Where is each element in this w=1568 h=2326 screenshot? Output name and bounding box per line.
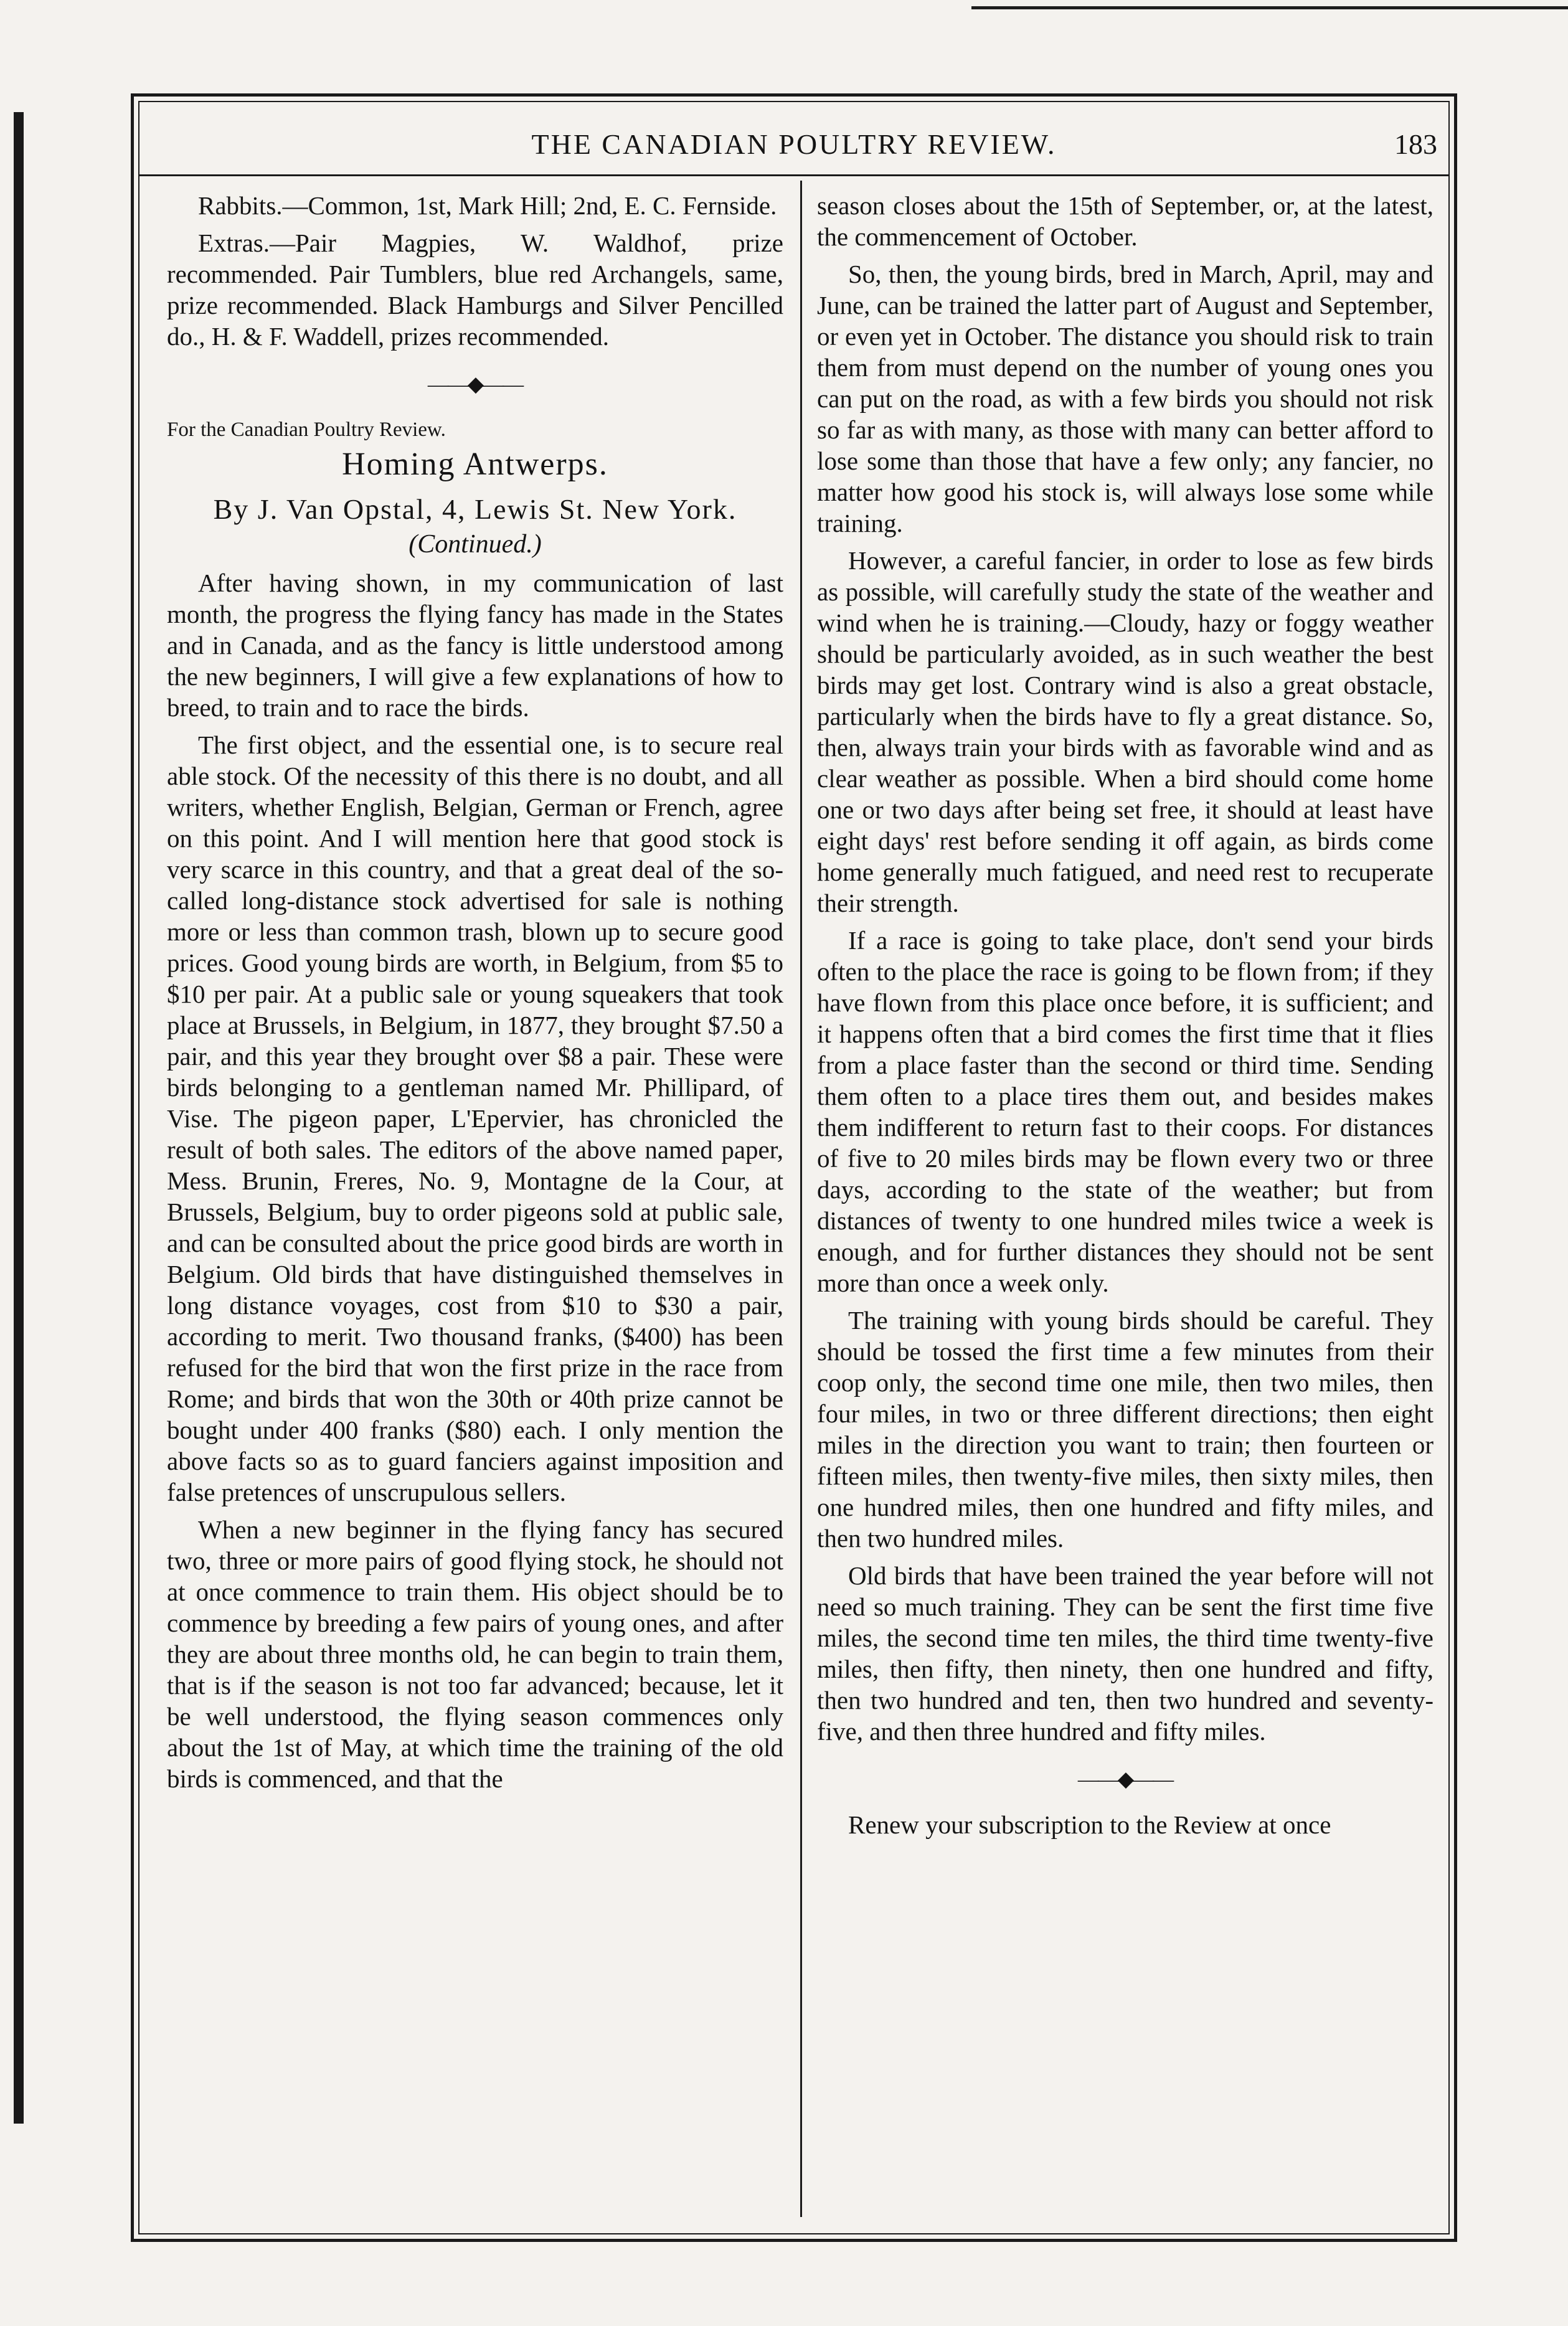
page-number: 183 [1394, 128, 1437, 160]
paragraph: season closes about the 15th of September, or, at the latest, the commencement of October. [817, 191, 1433, 251]
rabbits-results: Rabbits.—Common, 1st, Mark Hill; 2nd, E. C. Fernside. [198, 191, 777, 220]
right-column [817, 190, 1433, 1846]
header-rule [138, 174, 1450, 176]
paragraph: The training with young birds should be careful. They should be tossed the first time a few minutes from their coop only, the second time one mile, then two miles, then four miles, in two or three different directions; then eight miles in the direction you want to train; then fourteen or fifteen miles, then twenty-five miles, then sixty miles, then one hundred miles, then one hundred and fifty miles, and then two hundred miles. [817, 1306, 1433, 1553]
continued-note: (Continued.) [409, 530, 542, 559]
paragraph: When a new beginner in the flying fancy has secured two, three or more pairs of good flying stock, he should not at once commence to train them. His object should be to commence by breeding a few pairs of young ones, and after they are about three months old, he can begin to train them, that is if the season is not too far advanced; because, let it be well understood, the flying season commences only about the 1st of May, at which time the training of the old birds is commenced, and that the [167, 1515, 783, 1793]
paragraph: However, a careful fancier, in order to lose as few birds as possible, will carefully study the state of the weather and wind when he is training.—Cloudy, hazy or foggy weather should be particularly avoided, as in such weather the best birds may get lost. Contrary wind is also a great obstacle, particularly when the birds have to fly a great distance. So, then, always train your birds with as favorable wind and as clear weather as possible. When a bird should come home one or two days after being set free, it should at least have eight days' rest before sending it off again, as birds come home generally much fatigued, and need rest to recuperate their strength. [817, 546, 1433, 917]
renew-notice: Renew your subscription to the Review at once [848, 1810, 1331, 1839]
paragraph: After having shown, in my communication of last month, the progress the flying fancy has made in the States and in Canada, and as the fancy is little understood among the new beginners, I will give a few explanations of how to breed, to train and to race the birds. [167, 569, 783, 722]
section-ornament: ——◆—— [1077, 1768, 1173, 1791]
paragraph: If a race is going to take place, don't send your birds often to the place the race is going to be flown from; if they have flown from this place once before, it is sufficient; and it happens often that a bird comes the first time that it flies from a place faster than the second or third time. Sending them often to a place tires them out, and besides makes them indifferent to return fast to their coops. For distances of five to 20 miles birds may be flown every two or three days, according to the state of the weather; but from distances of twenty to one hundred miles twice a week is enough, and for further distances they should not be sent more than once a week only. [817, 926, 1433, 1297]
binding-edge [14, 112, 24, 2124]
journal-title: THE CANADIAN POULTRY REVIEW. [531, 128, 1057, 160]
running-head [138, 128, 1450, 165]
left-column [167, 190, 783, 1800]
extras-results: Extras.—Pair Magpies, W. Waldhof, prize recommended. Pair Tumblers, blue red Archangels, same, prize recommended. Black Hamburgs and Silver Pencilled do., H. & F. Waddell, prizes recommended. [167, 229, 783, 351]
for-line: For the Canadian Poultry Review. [167, 418, 446, 441]
paragraph: Old birds that have been trained the year before will not need so much training. They can be sent the first time five miles, the second time ten miles, the third time twenty-five miles, then fifty, then ninety, then one hundred and fifty, then two hundred and ten, then two hundred and seventy-five, and then three hundred and fifty miles. [817, 1561, 1433, 1746]
article-byline: By J. Van Opstal, 4, Lewis St. New York. [213, 493, 737, 525]
article-title: Homing Antwerps. [342, 447, 608, 482]
column-divider [800, 181, 802, 2217]
section-ornament: ——◆—— [427, 373, 523, 396]
paragraph: The first object, and the essential one, is to secure real able stock. Of the necessity of this there is no doubt, and all writers, whether English, Belgian, German or French, agree on this point. And I will mention here that good stock is very scarce in this country, and that a great deal of the so-called long-distance stock advertised for sale is nothing more or less than common trash, blown up to secure good prices. Good young birds are worth, in Belgium, from $5 to $10 per pair. At a public sale or young squeakers that took place at Brussels, in Belgium, in 1877, they brought $7.50 a pair, and this year they brought over $8 a pair. These were birds belonging to a gentleman named Mr. Phillipard, of Vise. The pigeon paper, L'Epervier, has chronicled the result of both sales. The editors of the above named paper, Mess. Brunin, Freres, No. 9, Montagne de la Cour, at Brussels, Belgium, buy to order pigeons sold at public sale, and can be consulted about the price good birds are worth in Belgium. Old birds that have distinguished themselves in long distance voyages, cost from $10 to $30 a pair, according to merit. Two thousand franks, ($400) has been refused for the bird that won the first prize in the race from Rome; and birds that won the 30th or 40th prize cannot be bought under 400 franks ($80) each. I only mention the above facts so as to guard fanciers against imposition and false pretences of unscrupulous sellers. [167, 730, 783, 1506]
paragraph: So, then, the young birds, bred in March, April, may and June, can be trained the latter part of August and September, or even yet in October. The distance you should risk to train them from must depend on the number of young ones you can put on the road, as with a few birds you should not risk so far as with many, as those with many can better afford to lose some than those that have a few only; any fancier, no matter how good his stock is, will always lose some while training. [817, 260, 1433, 537]
top-rule [971, 6, 1568, 9]
